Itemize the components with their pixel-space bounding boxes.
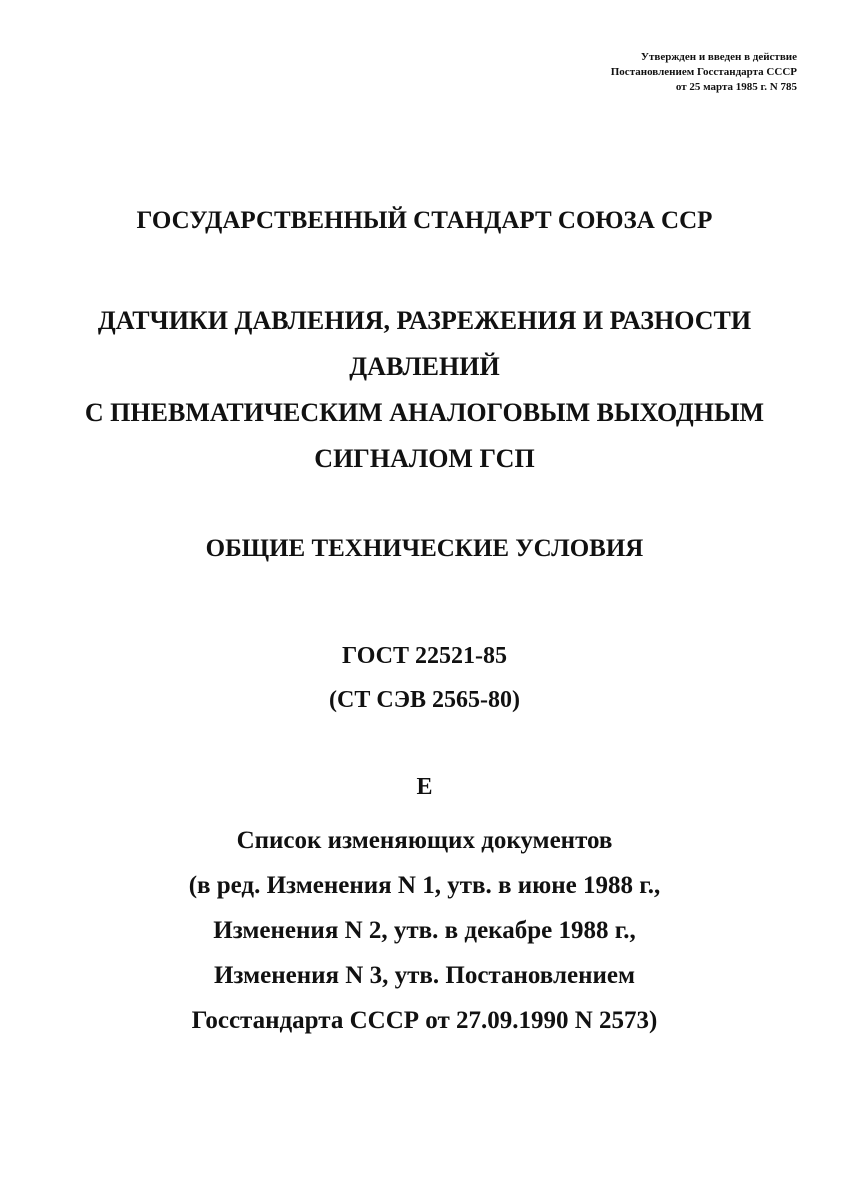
- change-line-2: Изменения N 2, утв. в декабре 1988 г.,: [213, 917, 636, 944]
- change-line-4: Госстандарта СССР от 27.09.1990 N 2573): [191, 1007, 658, 1034]
- document-subtitle: [0, 534, 849, 564]
- approval-line-3: от 25 марта 1985 г. N 785: [675, 81, 797, 93]
- change-line-1: (в ред. Изменения N 1, утв. в июне 1988 г.,: [188, 872, 661, 899]
- group-letter-text: Е: [416, 774, 433, 800]
- cmea-number: (СТ СЭВ 2565-80): [329, 687, 520, 713]
- title-line-2: ДАВЛЕНИЙ: [349, 352, 500, 381]
- change-list-heading: Список изменяющих документов: [236, 827, 613, 854]
- subtitle-text: ОБЩИЕ ТЕХНИЧЕСКИЕ УСЛОВИЯ: [205, 535, 644, 562]
- state-standard-heading: [0, 206, 849, 236]
- change-list: [0, 818, 849, 1043]
- approval-line-2: Постановлением Госстандарта СССР: [610, 66, 797, 78]
- approval-note: [611, 50, 797, 95]
- title-line-1: ДАТЧИКИ ДАВЛЕНИЯ, РАЗРЕЖЕНИЯ И РАЗНОСТИ: [97, 306, 752, 335]
- gost-number: ГОСТ 22521-85: [342, 643, 507, 669]
- document-title: [0, 298, 849, 482]
- approval-line-1: Утвержден и введен в действие: [640, 51, 797, 63]
- change-line-3: Изменения N 3, утв. Постановлением: [213, 962, 636, 989]
- designation-block: [0, 634, 849, 722]
- state-standard-text: ГОСУДАРСТВЕННЫЙ СТАНДАРТ СОЮЗА ССР: [136, 207, 713, 234]
- title-line-4: СИГНАЛОМ ГСП: [314, 444, 535, 473]
- group-letter: [0, 772, 849, 802]
- title-line-3: С ПНЕВМАТИЧЕСКИМ АНАЛОГОВЫМ ВЫХОДНЫМ: [84, 398, 765, 427]
